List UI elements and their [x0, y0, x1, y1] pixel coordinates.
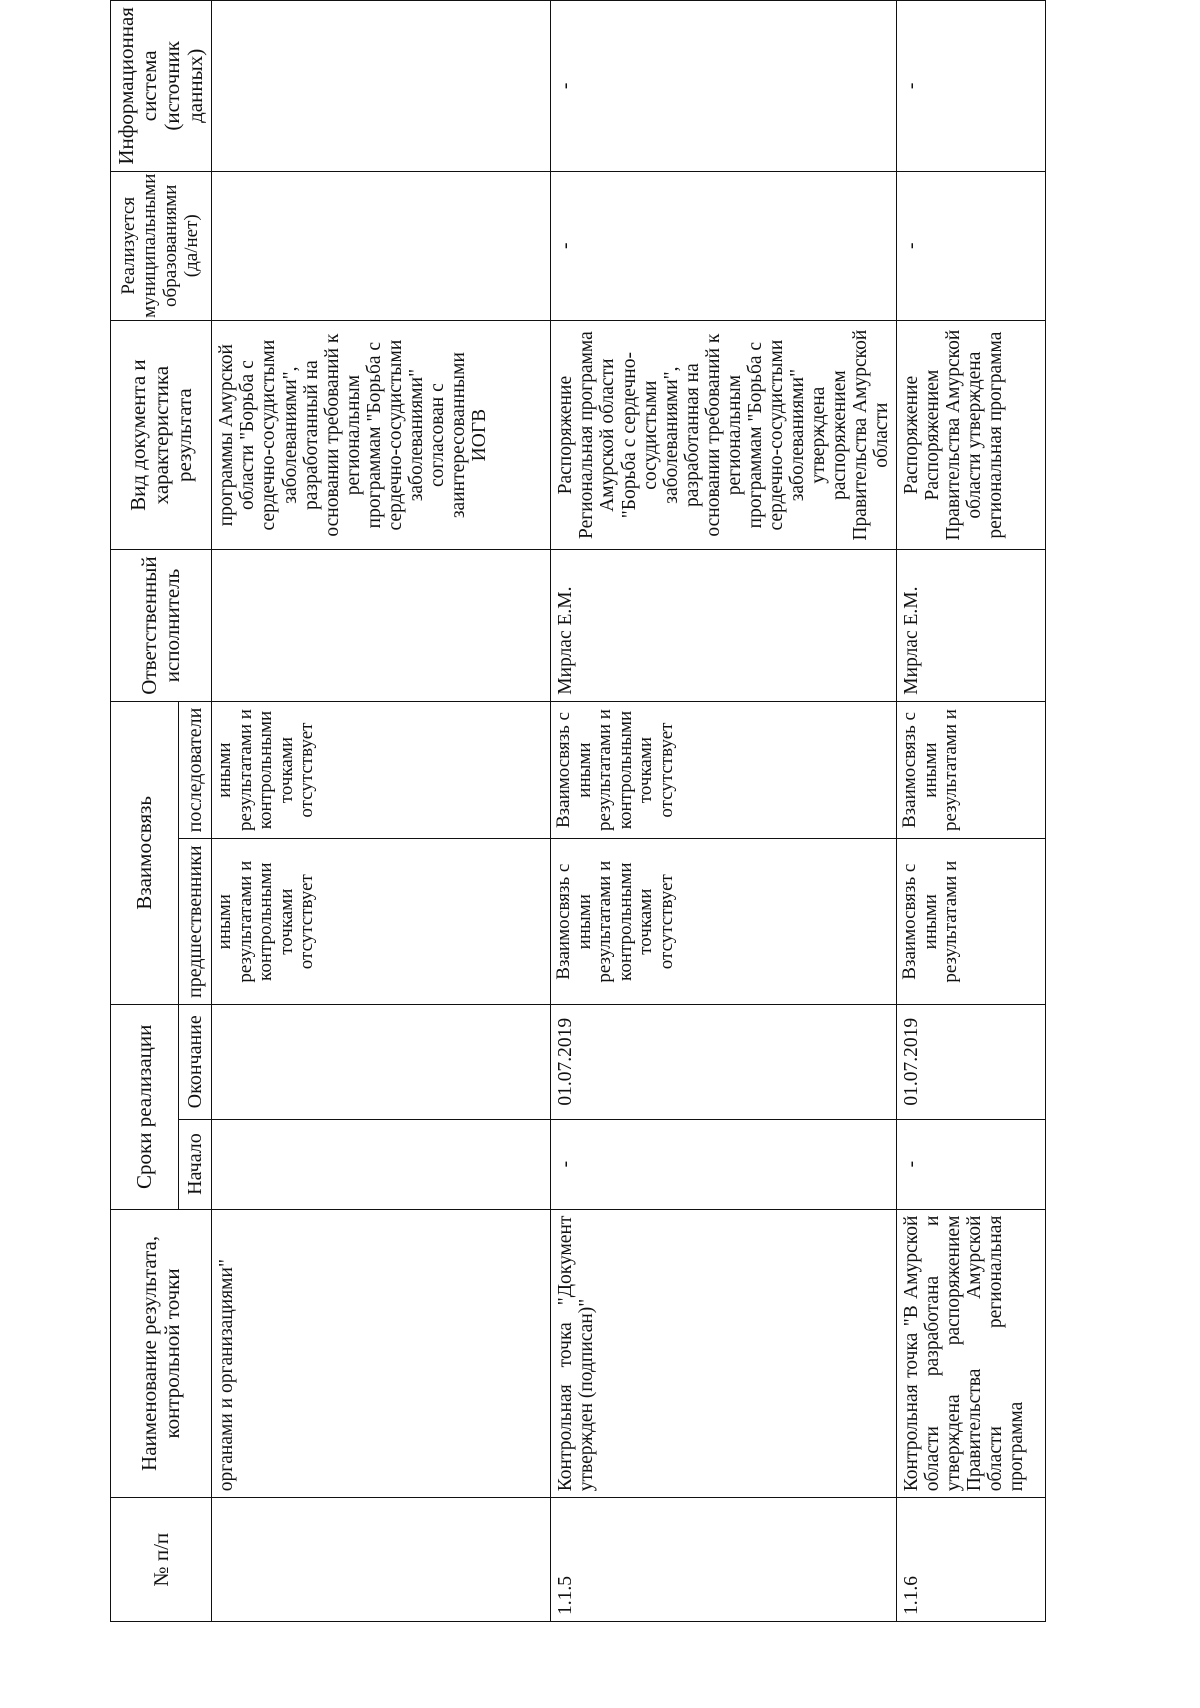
cell-predecessors: Взаимосвязь с иными результатами и контрольными точками отсутствует [551, 839, 897, 1005]
table-row [212, 1, 551, 1622]
cell-predecessors: Взаимосвязь с иными результатами и [897, 839, 1046, 1005]
cell-successors: иными результатами и контрольными точками отсутствует [212, 701, 551, 839]
cell-start [212, 1119, 551, 1209]
cell-document: Распоряжение Региональная программа Амурской области "Борьба с сердечно-сосудистыми заболеваниями", разработанная на основании требований к региональным программам "Борьба с сердечно-сосудистыми заболеваниями" утверждена распоряжением Правительства Амурской области [551, 320, 897, 549]
col-header-pred: предшественники [179, 839, 212, 1005]
col-header-name: Наименование результата, контрольной точки [111, 1209, 212, 1498]
cell-executor: Мирлас Е.М. [897, 550, 1046, 701]
cell-infosys [212, 1, 551, 172]
cell-end [212, 1005, 551, 1120]
cell-document: Распоряжение Распоряжением Правительства Амурской области утверждена региональная программа [897, 320, 1046, 549]
col-header-dates: Сроки реализации [111, 1005, 179, 1210]
cell-name: Контрольная точка "В Амурской области разработана и утверждена распоряжением Правительства Амурской области региональная программа [897, 1209, 1046, 1498]
cell-num: 1.1.5 [551, 1498, 897, 1622]
cell-num [212, 1498, 551, 1622]
cell-name: Контрольная точка "Документ утвержден (подписан)" [551, 1209, 897, 1498]
cell-document: программы Амурской области "Борьба с сердечно-сосудистыми заболеваниями", разработанный на основании требований к региональным программам "Борьба с сердечно-сосудистыми заболеваниями" согласован с заинтересованными ИОГВ [212, 320, 551, 549]
plan-table [110, 0, 1046, 1622]
cell-infosys: - [897, 1, 1046, 172]
cell-infosys: - [551, 1, 897, 172]
cell-num: 1.1.6 [897, 1498, 1046, 1622]
cell-end: 01.07.2019 [551, 1005, 897, 1120]
col-header-municipal: Реализуется муниципальными образованиями (да/нет) [111, 171, 212, 320]
cell-executor: Мирлас Е.М. [551, 550, 897, 701]
cell-successors: Взаимосвязь с иными результатами и контрольными точками отсутствует [551, 701, 897, 839]
table-row [551, 1, 897, 1622]
cell-executor [212, 550, 551, 701]
cell-municipal: - [551, 171, 897, 320]
cell-end: 01.07.2019 [897, 1005, 1046, 1120]
col-header-end: Окончание [179, 1005, 212, 1120]
col-header-relation: Взаимосвязь [111, 701, 179, 1004]
cell-municipal [212, 171, 551, 320]
cell-name: органами и организациями" [212, 1209, 551, 1498]
cell-predecessors: иными результатами и контрольными точками отсутствует [212, 839, 551, 1005]
cell-municipal: - [897, 171, 1046, 320]
table-row [897, 1, 1046, 1622]
cell-start: - [897, 1119, 1046, 1209]
cell-successors: Взаимосвязь с иными результатами и [897, 701, 1046, 839]
col-header-doc: Вид документа и характеристика результата [111, 320, 212, 549]
col-header-succ: последователи [179, 701, 212, 839]
col-header-executor: Ответственный исполнитель [111, 550, 212, 701]
cell-start: - [551, 1119, 897, 1209]
col-header-start: Начало [179, 1119, 212, 1209]
col-header-infosys: Информационная система (источник данных) [111, 1, 212, 172]
col-header-num: № п/п [111, 1498, 212, 1622]
